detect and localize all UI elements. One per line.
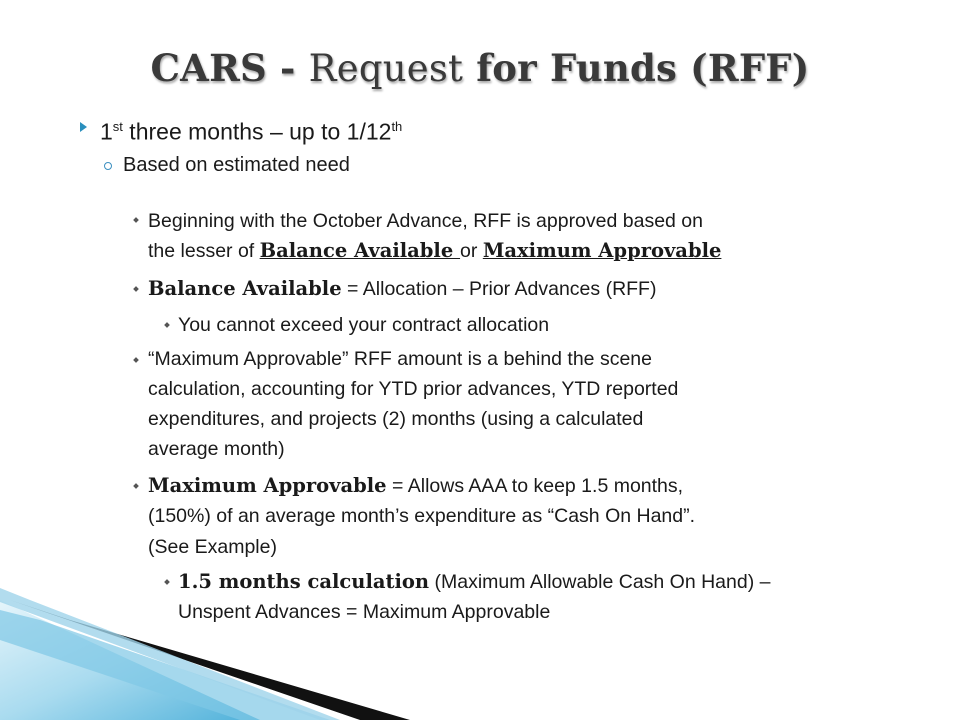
bullet-october-advance-line1: Beginning with the October Advance, RFF is approved based on xyxy=(148,210,703,232)
bullet-max-approvable-def-line2: (150%) of an average month’s expenditure as “Cash On Hand”. xyxy=(148,505,696,527)
bullet-cannot-exceed: You cannot exceed your contract allocation xyxy=(178,314,550,336)
bullet-max-approvable-desc-line1: “Maximum Approvable” RFF amount is a behind the scene xyxy=(148,348,652,370)
diamond-bullet-icon xyxy=(133,286,139,292)
arrow-bullet-icon xyxy=(80,122,87,132)
bullet-max-approvable-desc-line3: expenditures, and projects (2) months (using a calculated xyxy=(148,408,644,430)
bullet-first-three-months: 1st three months – up to 1/12th xyxy=(100,118,403,145)
diamond-bullet-icon xyxy=(133,357,139,363)
diamond-bullet-icon xyxy=(164,322,170,328)
bullet-october-advance-line2: the lesser of Balance Available or Maximum Approvable xyxy=(148,239,722,262)
bullet-max-approvable-desc-line4: average month) xyxy=(148,438,285,460)
bullet-max-approvable-def-line3: (See Example) xyxy=(148,536,277,558)
title-part-rff: for Funds (RFF) xyxy=(463,46,810,90)
bullet-calc-line2: Unspent Advances = Maximum Approvable xyxy=(178,601,551,623)
corner-swoosh-decoration xyxy=(0,580,420,720)
title-part-cars: CARS - xyxy=(150,46,309,90)
title-part-request: Request xyxy=(308,47,464,90)
bullet-max-approvable-desc-line2: calculation, accounting for YTD prior advances, YTD reported xyxy=(148,378,679,400)
bullet-max-approvable-def-line1: Maximum Approvable = Allows AAA to keep 1.5 months, xyxy=(148,474,684,497)
bullet-balance-available: Balance Available = Allocation – Prior Advances (RFF) xyxy=(148,277,657,300)
bullet-estimated-need: Based on estimated need xyxy=(123,154,350,176)
bullet-calc-line1: 1.5 months calculation (Maximum Allowable Cash On Hand) – xyxy=(178,570,771,593)
circle-bullet-icon xyxy=(104,162,112,170)
diamond-bullet-icon xyxy=(133,483,139,489)
balance-available-term: Balance Available xyxy=(259,239,461,262)
diamond-bullet-icon xyxy=(133,217,139,223)
maximum-approvable-term: Maximum Approvable xyxy=(482,239,722,262)
